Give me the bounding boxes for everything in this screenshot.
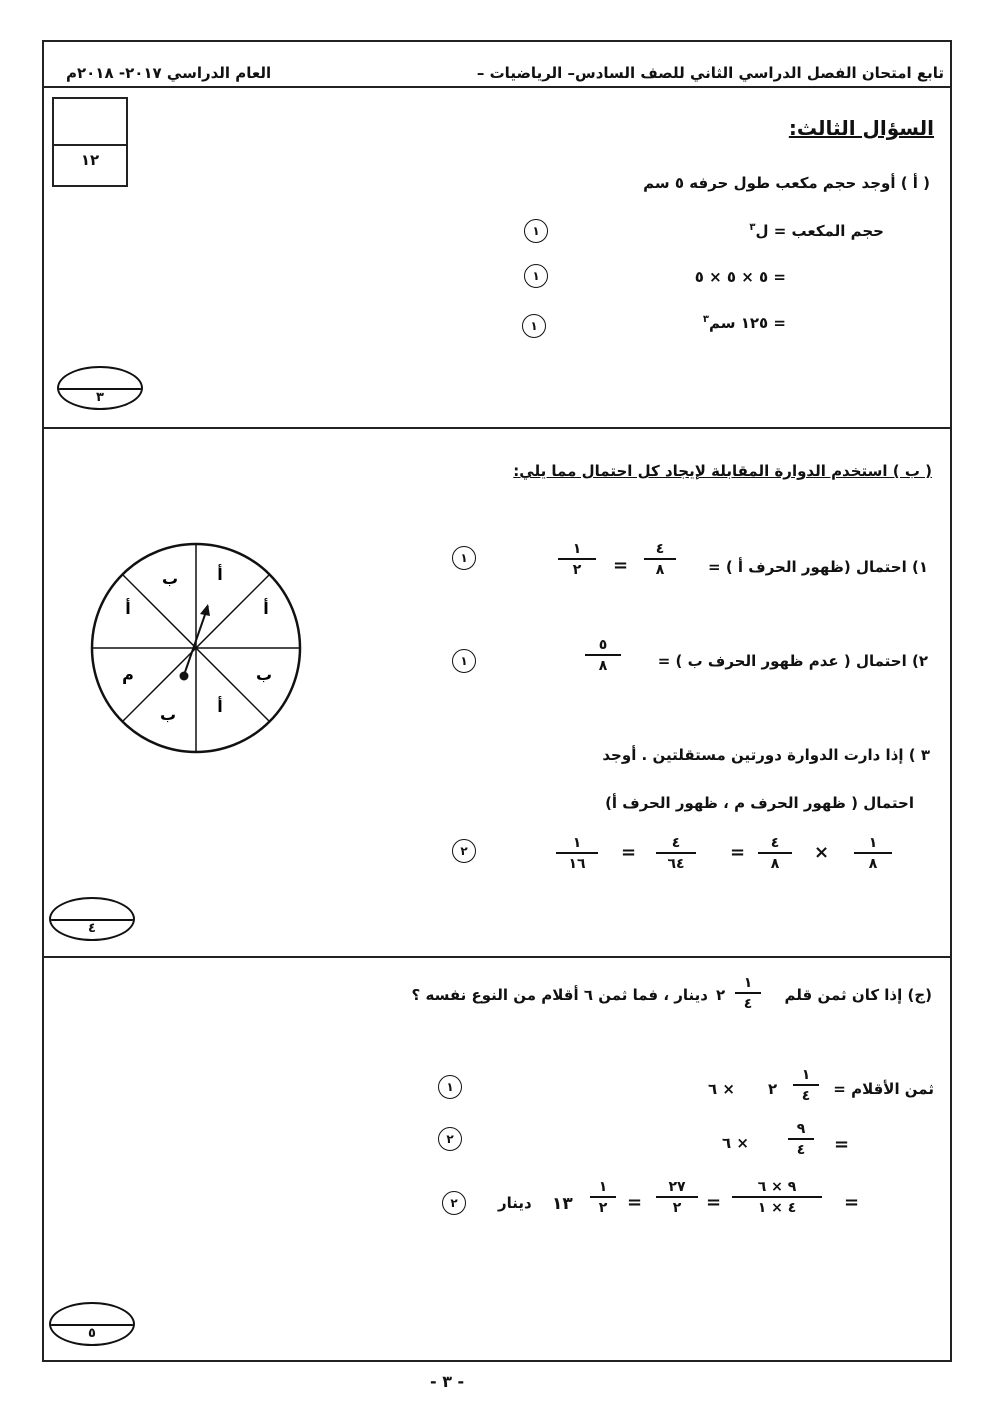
- spinner-figure: [84, 536, 308, 760]
- pencils-price-label: ثمن الأقلام =: [833, 1080, 934, 1098]
- cube-volume-result: = ١٢٥ سم$^٣$: [702, 314, 786, 332]
- spinner-letter: ب: [255, 665, 273, 684]
- pencil-price-whole: ٢: [768, 1080, 778, 1098]
- spinner-arrowhead: [200, 604, 210, 616]
- pencil-price-fraction: ١ ٤: [735, 974, 761, 1014]
- probability-1-simplified: ١ ٢: [558, 540, 596, 580]
- mark-circle: ٢: [438, 1127, 462, 1151]
- mark-circle: ١: [438, 1075, 462, 1099]
- section-b-question: ( ب ) استخدم الدوارة المقابلة لإيجاد كل احتمال مما يلي:: [513, 462, 932, 480]
- exam-header-year: العام الدراسي ٢٠١٧- ٢٠١٨م: [66, 64, 272, 82]
- mark-circle: ١: [524, 264, 548, 288]
- section-c-score: ٥: [88, 1326, 96, 1341]
- pencil-count-multiplier: × ٦: [722, 1134, 749, 1152]
- section-c-score-oval: [49, 1302, 135, 1346]
- section-divider: [42, 427, 952, 429]
- equals-sign: =: [730, 842, 746, 863]
- spinner-letter: أ: [263, 599, 269, 618]
- section-c-question-start: (ج) إذا كان ثمن قلم: [784, 986, 932, 1004]
- mark-circle: ١: [452, 546, 476, 570]
- section-a-score-oval: [57, 366, 143, 410]
- equals-sign: =: [621, 842, 637, 863]
- cube-volume-step: = ٥ × ٥ × ٥: [694, 268, 786, 286]
- multiply-sign: ×: [814, 842, 830, 863]
- section-b-score-oval: [49, 897, 135, 941]
- spinner-letter: ب: [161, 569, 179, 588]
- probability-3-product: ٤ ٦٤: [656, 834, 696, 874]
- result-fraction: ٢٧ ٢: [656, 1178, 698, 1218]
- probability-2-label: ٢) احتمال ( عدم ظهور الحرف ب ) =: [657, 652, 928, 670]
- total-score-value: ١٢: [80, 151, 100, 169]
- pencil-price-fraction: ١ ٤: [793, 1066, 819, 1106]
- probability-3-result: ١ ١٦: [556, 834, 598, 874]
- equals-sign: =: [706, 1192, 722, 1213]
- spinner-pivot: [180, 672, 189, 681]
- probability-3-question: ٣ ) إذا دارت الدوارة دورتين مستقلتين . أوجد: [602, 746, 930, 764]
- section-a-question: ( أ ) أوجد حجم مكعب طول حرفه ٥ سم: [643, 174, 930, 192]
- equals-sign: =: [844, 1192, 860, 1213]
- spinner-letter: ب: [159, 705, 177, 724]
- mark-circle: ٢: [442, 1191, 466, 1215]
- cube-volume-formula: حجم المكعب = ل$^٣$: [749, 222, 884, 240]
- mark-circle: ٢: [452, 839, 476, 863]
- mixed-number-whole: ١٣: [552, 1194, 573, 1214]
- pencil-count-multiplier: × ٦: [708, 1080, 735, 1098]
- probability-3-event: احتمال ( ظهور الحرف م ، ظهور الحرف أ): [605, 794, 914, 812]
- section-b-score: ٤: [88, 921, 96, 936]
- equals-sign: =: [627, 1192, 643, 1213]
- probability-3-factor-1: ١ ٨: [854, 834, 892, 874]
- mark-circle: ١: [524, 219, 548, 243]
- probability-1-label: ١) احتمال (ظهور الحرف أ ) =: [708, 558, 928, 576]
- spinner-letter: أ: [217, 565, 223, 584]
- mark-circle: ١: [522, 314, 546, 338]
- question-three-heading: السؤال الثالث:: [788, 116, 934, 140]
- mark-circle: ١: [452, 649, 476, 673]
- product-fraction: ٩ × ٦ ٤ × ١: [732, 1178, 822, 1218]
- spinner-letter: أ: [217, 697, 223, 716]
- page-number: - ٣ -: [430, 1372, 465, 1391]
- total-score-box: [52, 97, 128, 187]
- mixed-number-fraction: ١ ٢: [590, 1178, 616, 1218]
- exam-header-title: تابع امتحان الفصل الدراسي الثاني للصف السادس– الرياضيات –: [476, 64, 944, 82]
- section-c-question-end: دينار ، فما ثمن ٦ أقلام من النوع نفسه ؟: [411, 986, 708, 1004]
- improper-fraction: ٩ ٤: [788, 1120, 814, 1160]
- currency-unit: دينار: [498, 1194, 532, 1212]
- equals-sign: =: [834, 1134, 850, 1155]
- pencil-price-whole: ٢: [716, 986, 726, 1004]
- section-a-score: ٣: [96, 390, 104, 405]
- probability-2-fraction: ٥ ٨: [585, 636, 621, 676]
- spinner-letter: م: [122, 665, 134, 684]
- probability-1-fraction: ٤ ٨: [644, 540, 676, 580]
- header-divider: [42, 86, 952, 88]
- section-divider: [42, 956, 952, 958]
- equals-sign: =: [613, 555, 629, 576]
- spinner-letter: أ: [125, 599, 131, 618]
- probability-3-factor-2: ٤ ٨: [758, 834, 792, 874]
